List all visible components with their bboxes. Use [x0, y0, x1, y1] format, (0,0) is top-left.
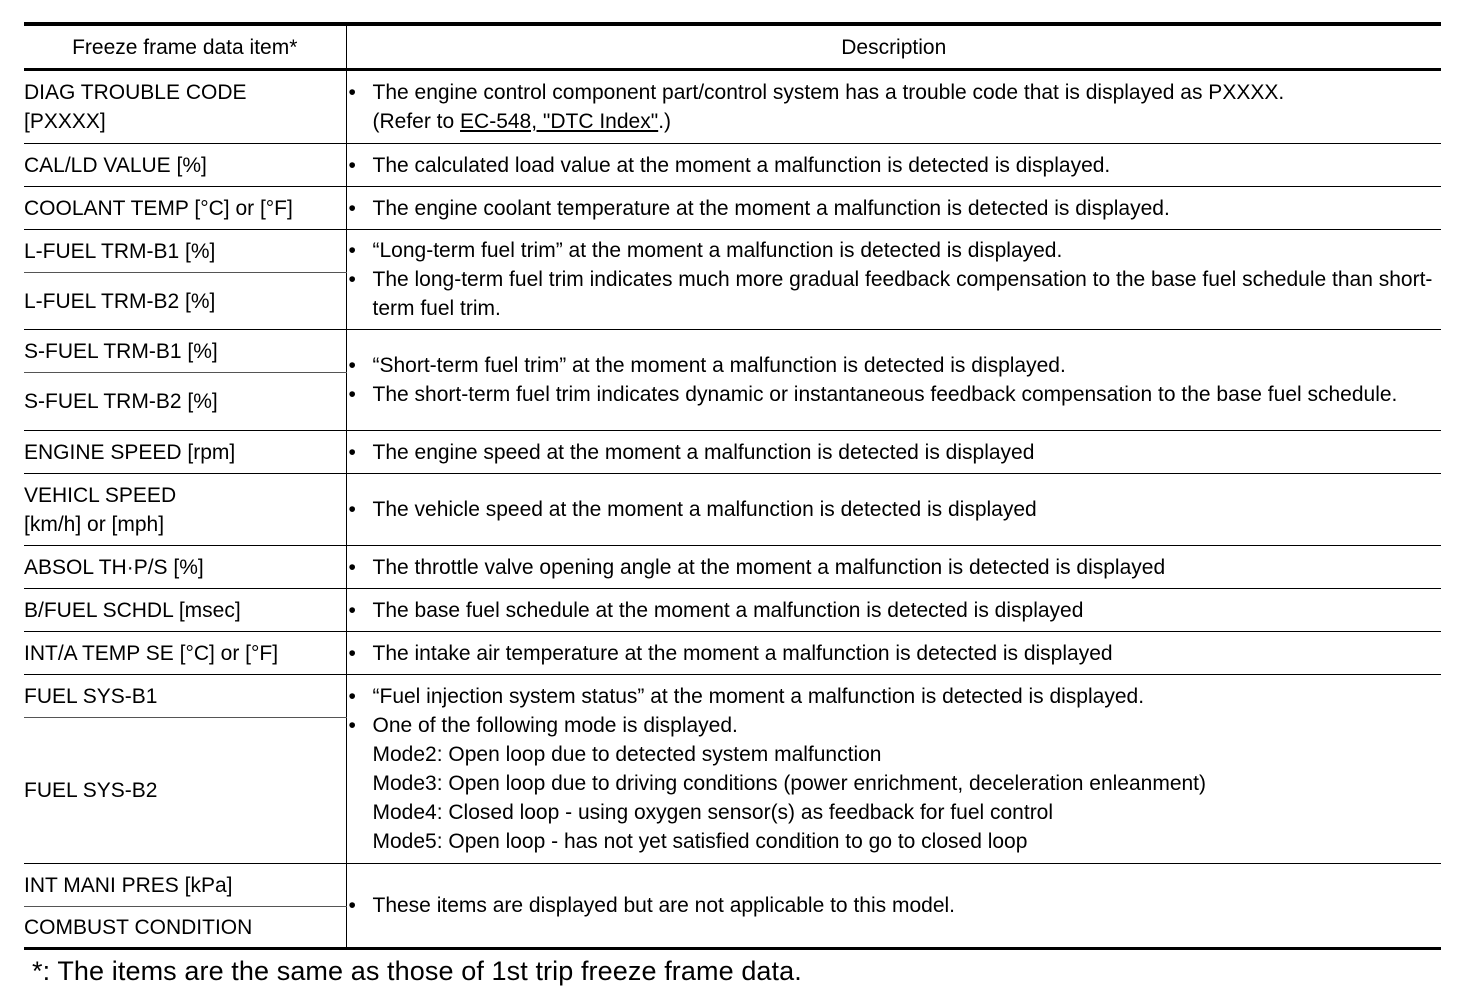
item-cell: COMBUST CONDITION [24, 907, 346, 949]
table-row [24, 230, 1441, 273]
table-row [24, 546, 1441, 589]
item-cell: ABSOL TH·P/S [%] [24, 546, 346, 589]
description-cell [346, 187, 1441, 230]
item-cell: FUEL SYS-B1 [24, 675, 346, 718]
item-cell: INT/A TEMP SE [°C] or [°F] [24, 632, 346, 675]
item-cell: L-FUEL TRM-B1 [%] [24, 230, 346, 273]
table-row [24, 330, 1441, 373]
description-cell [346, 864, 1441, 949]
footnote: *: The items are the same as those of 1st trip freeze frame data. [32, 956, 802, 986]
description-cell [346, 632, 1441, 675]
table-row [24, 632, 1441, 675]
mode-line: Mode3: Open loop due to driving conditions (power enrichment, deceleration enleanment) [372, 772, 1206, 795]
description-cell [346, 144, 1441, 187]
header-description: Description [346, 24, 1441, 70]
mode-line: Mode2: Open loop due to detected system malfunction [372, 743, 882, 766]
item-cell: B/FUEL SCHDL [msec] [24, 589, 346, 632]
description-cell [346, 675, 1441, 864]
list-item: • The engine coolant temperature at the moment a malfunction is detected is displayed. [348, 196, 1170, 220]
header-item: Freeze frame data item* [24, 24, 346, 70]
item-cell: FUEL SYS-B2 [24, 718, 346, 864]
list-item: • The throttle valve opening angle at the moment a malfunction is detected is displayed [348, 555, 1166, 579]
table-row [24, 70, 1441, 144]
table-row [24, 187, 1441, 230]
table-row [24, 675, 1441, 718]
item-cell: CAL/LD VALUE [%] [24, 144, 346, 187]
list-item: • “Long-term fuel trim” at the moment a malfunction is detected is displayed. [348, 239, 1063, 262]
description-cell [346, 546, 1441, 589]
list-item: • One of the following mode is displayed. Mode2: Open loop due to detected system malfunction Mode3: Open loop due to driving conditions (power enrichment, deceleration enleanment) Mode4: Closed loop - using oxygen sensor(s) as feedback for fuel control Mode5: Open loop - has not yet satisfied condition to go to closed loop [347, 711, 1442, 856]
list-item: • The engine speed at the moment a malfunction is detected is displayed [348, 440, 1035, 464]
list-item: • The calculated load value at the moment a malfunction is detected is displayed. [348, 153, 1111, 177]
freeze-frame-table [24, 22, 1441, 950]
description-cell [346, 589, 1441, 632]
mode-line: Mode5: Open loop - has not yet satisfied condition to go to closed loop [372, 830, 1028, 853]
item-cell: DIAG TROUBLE CODE [PXXXX] [24, 70, 346, 144]
mode-line: Mode4: Closed loop - using oxygen sensor(s) as feedback for fuel control [372, 801, 1054, 824]
document [24, 22, 1441, 987]
list-item: • The base fuel schedule at the moment a malfunction is detected is displayed [348, 598, 1084, 622]
list-item: • The vehicle speed at the moment a malfunction is detected is displayed [348, 498, 1037, 521]
item-cell: ENGINE SPEED [rpm] [24, 431, 346, 474]
list-item: • The engine control component part/control system has a trouble code that is displayed as PXXXX. (Refer to EC-548, "DTC Index".) [348, 81, 1285, 133]
list-item: • “Short-term fuel trim” at the moment a malfunction is detected is displayed. [348, 354, 1066, 377]
list-item: • The long-term fuel trim indicates much more gradual feedback compensation to the base fuel schedule than short-term fuel trim. [348, 268, 1433, 320]
list-item: • These items are displayed but are not applicable to this model. [348, 894, 955, 917]
list-item: • The short-term fuel trim indicates dynamic or instantaneous feedback compensation to the base fuel schedule. [348, 383, 1398, 406]
item-cell: INT MANI PRES [kPa] [24, 864, 346, 907]
table-row [24, 144, 1441, 187]
table-row [24, 431, 1441, 474]
item-cell: L-FUEL TRM-B2 [%] [24, 273, 346, 330]
table-row [24, 864, 1441, 907]
description-cell [346, 70, 1441, 144]
item-cell: COOLANT TEMP [°C] or [°F] [24, 187, 346, 230]
description-cell [346, 330, 1441, 431]
item-cell: S-FUEL TRM-B1 [%] [24, 330, 346, 373]
item-cell: VEHICL SPEED [km/h] or [mph] [24, 474, 346, 546]
description-cell [346, 431, 1441, 474]
description-cell [346, 230, 1441, 330]
list-item: • The intake air temperature at the moment a malfunction is detected is displayed [348, 641, 1113, 665]
table-row [24, 589, 1441, 632]
item-cell: S-FUEL TRM-B2 [%] [24, 373, 346, 431]
table-header-row [24, 24, 1441, 70]
table-row [24, 474, 1441, 546]
list-item: • “Fuel injection system status” at the moment a malfunction is detected is displayed. [348, 685, 1145, 708]
description-cell [346, 474, 1441, 546]
dtc-index-link[interactable]: EC-548, "DTC Index" [460, 110, 659, 133]
